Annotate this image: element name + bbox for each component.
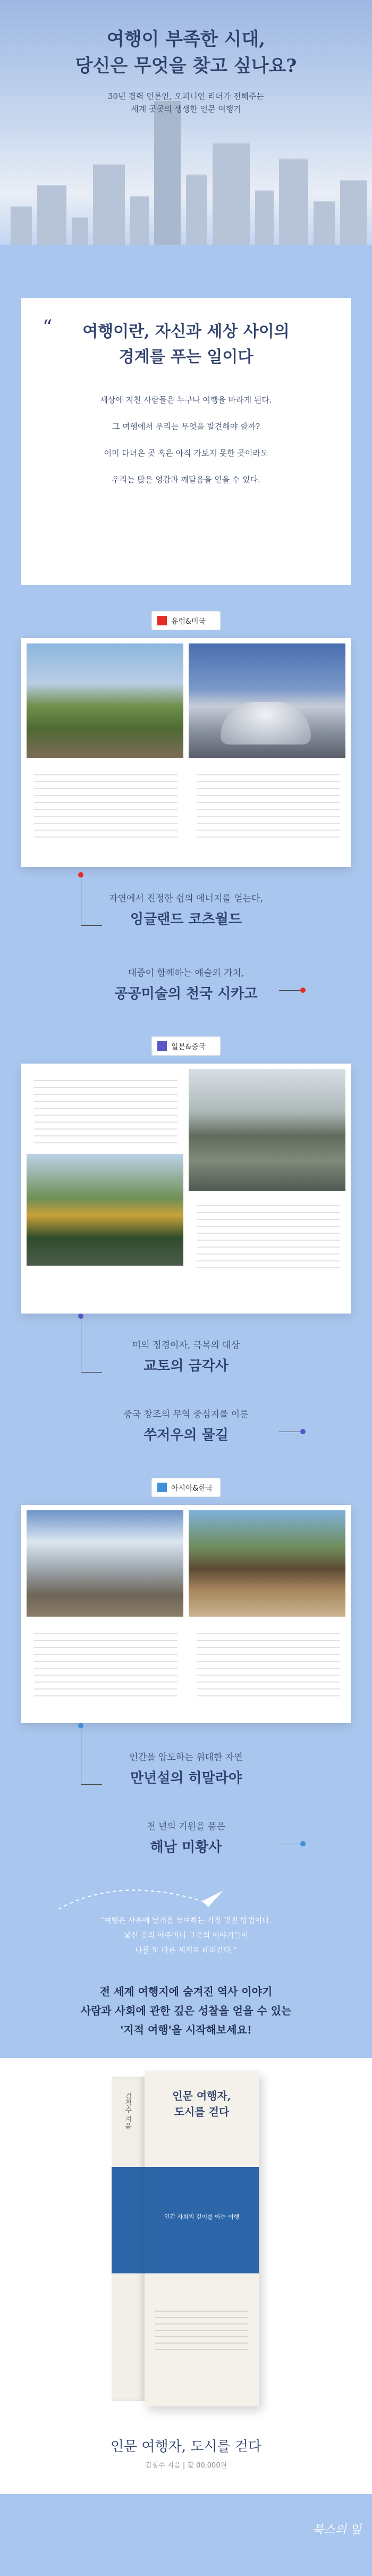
caption-cotswolds-line2: 잉글랜드 코츠월드 (130, 911, 242, 927)
book-title: 인문 여행자, 도시를 걷다 (110, 2439, 262, 2455)
marker-dot (78, 1723, 83, 1728)
right-page-text (197, 1627, 340, 1702)
publisher-logo: 북스의 잎 (312, 2523, 361, 2537)
cover-title-line1: 인문 여행자, (172, 2089, 231, 2102)
intro-body-4: 우리는 많은 영감과 깨달음을 얻을 수 있다. (112, 475, 260, 484)
caption-chicago-line2: 공공미술의 천국 시카고 (114, 986, 258, 1002)
caption-chicago-line1: 대중이 함께하는 예술의 가치, (128, 968, 244, 978)
hero-title-line2: 당신은 무엇을 찾고 싶나요? (75, 55, 297, 77)
section-tag-asia-east (152, 1037, 220, 1055)
caption-himalaya-line2: 만년설의 히말라야 (130, 1770, 242, 1786)
right-page-text (197, 1199, 340, 1274)
tag-square-icon (157, 1483, 167, 1492)
caption-suzhou-line2: 쑤저우의 물길 (143, 1427, 229, 1443)
kinkakuji-photo (27, 1154, 183, 1266)
connector-line (279, 990, 300, 991)
section-tag-korea (152, 1478, 220, 1496)
intro-body-2: 그 여행에서 우리는 무엇을 발견해야 할까? (112, 422, 260, 431)
quote-mark: “ (43, 316, 53, 338)
hero-subtitle-line1: 30년 경력 언론인, 오피니언 리더가 전해주는 (107, 91, 265, 101)
connector-line (81, 1372, 102, 1373)
marker-dot (300, 1429, 306, 1434)
connector-line (81, 1784, 102, 1785)
caption-himalaya-line1: 인간을 압도하는 위대한 자연 (129, 1752, 243, 1763)
closing-quote-line3: 나를 또 다른 세계로 데려간다.” (135, 1946, 237, 1955)
intro-card (21, 298, 351, 585)
intro-body-3: 이미 다녀온 곳 혹은 아직 가보지 못한 곳이라도 (104, 448, 268, 458)
hero-title-line1: 여행이 부족한 시대, (106, 29, 266, 50)
marker-dot (300, 1841, 306, 1846)
left-page-text (34, 768, 177, 843)
book-cover (145, 2071, 259, 2406)
marker-dot (300, 988, 306, 993)
marker-dot (78, 1314, 83, 1319)
book-author-price: 김철수 지음 | 값 00,000원 (145, 2462, 227, 2470)
book-spine (112, 2077, 145, 2401)
tag-square-icon (157, 1041, 167, 1051)
cover-band-text: 인간 사회의 깊이를 아는 여행 (164, 2213, 240, 2220)
himalaya-photo (27, 1510, 183, 1617)
spine-band (112, 2167, 145, 2273)
book-spread-europe (21, 638, 351, 867)
tag-square-icon (157, 616, 167, 625)
mihwangsa-photo (189, 1510, 345, 1617)
intro-quote-line1: 여행이란, 자신과 세상 사이의 (82, 322, 290, 341)
section-tag-label: 일본&중국 (171, 1043, 206, 1051)
chicago-photo (189, 643, 345, 758)
section-tag-europe (152, 612, 220, 630)
caption-mihwangsa-line1: 천 년의 기원을 품은 (147, 1821, 225, 1832)
closing-line2: 사람과 사회에 관한 깊은 성찰을 얻을 수 있는 (80, 2004, 292, 2017)
hero-subtitle-line2: 세계 곳곳의 생생한 인문 여행기 (131, 104, 241, 114)
caption-suzhou-line1: 중국 창조의 무역 중심지를 이룬 (123, 1409, 249, 1420)
cover-title-line2: 도시를 걷다 (174, 2105, 230, 2118)
right-page-text (197, 768, 340, 843)
left-page-text (34, 1074, 177, 1149)
closing-line3: '지적 여행'을 시작해보세요! (120, 2023, 252, 2036)
closing-line1: 전 세계 여행지에 숨겨진 역사 이야기 (99, 1985, 273, 1998)
caption-mihwangsa-line2: 해남 미황사 (150, 1839, 222, 1855)
section-tag-label: 아시아&한국 (171, 1484, 213, 1493)
closing-quote-line2: 낯선 곳의 아주머니 그곳의 이야기들이 (123, 1931, 249, 1940)
connector-line (81, 925, 102, 926)
cotswolds-photo (27, 643, 183, 758)
section-tag-label: 유럽&미국 (171, 617, 206, 626)
book-spread-korea (21, 1505, 351, 1723)
paper-plane-icon (0, 1872, 372, 1920)
caption-kinkakuji-line2: 교토의 금각사 (143, 1358, 229, 1374)
spine-author: 김철수 지음 (123, 2093, 131, 2130)
intro-body-1: 세상에 지친 사람들은 누구나 여행을 바라게 된다. (100, 395, 272, 405)
book-spread-asia-east (21, 1064, 351, 1314)
suzhou-photo (189, 1069, 345, 1191)
closing-quote-line1: “여행은 사유에 날개를 부여하는 가장 멋진 방법이다. (100, 1917, 272, 1925)
caption-kinkakuji-line1: 미의 정경이자, 극복의 대상 (132, 1340, 240, 1351)
marker-dot (78, 872, 83, 877)
intro-quote-line2: 경계를 푸는 일이다 (119, 348, 253, 366)
left-page-text (34, 1627, 177, 1702)
cover-blurb (155, 2305, 248, 2353)
caption-cotswolds-line1: 자연에서 진정한 쉼의 에너지를 얻는다, (109, 893, 263, 904)
